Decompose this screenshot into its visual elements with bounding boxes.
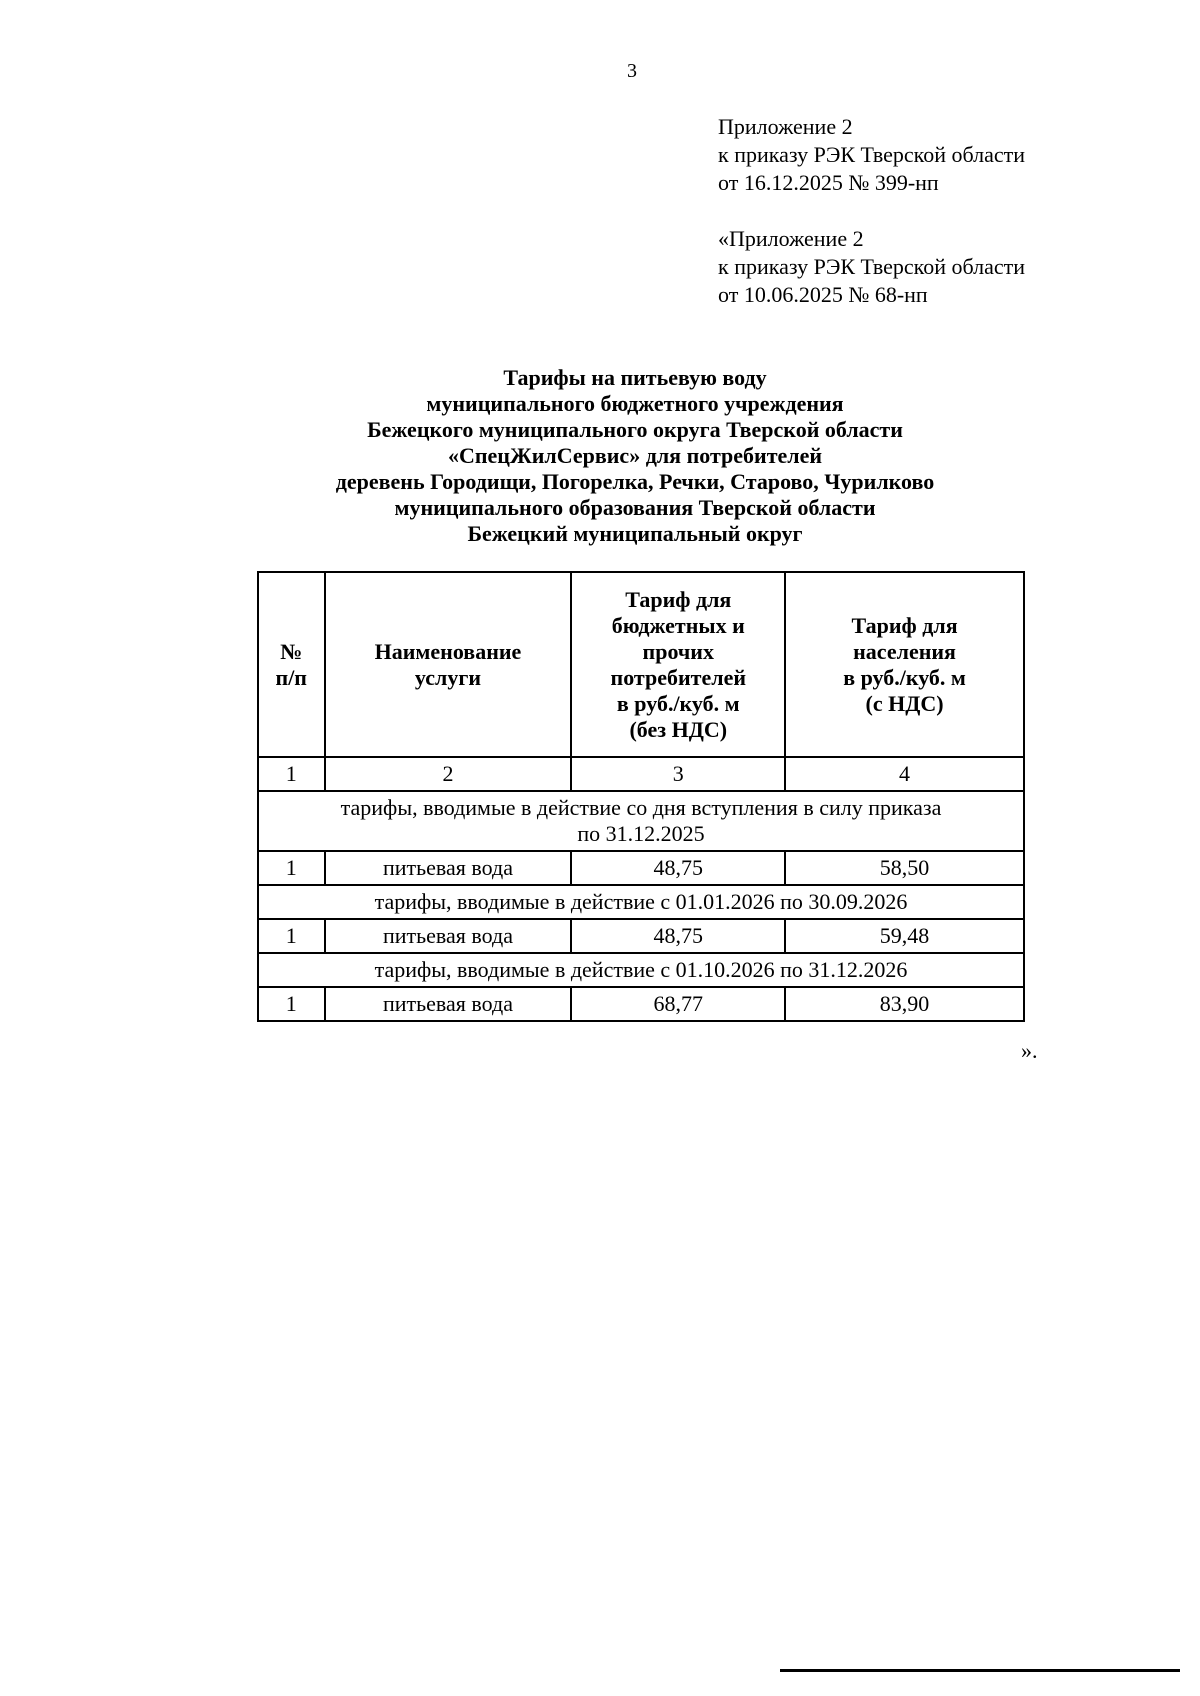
- annex-order-date: от 16.12.2025 № 399-нп: [718, 170, 939, 195]
- column-number: 1: [258, 757, 325, 791]
- period-label: тарифы, вводимые в действие с 01.01.2026 по 30.09.2026: [258, 885, 1024, 919]
- title-line: муниципального бюджетного учреждения: [426, 391, 844, 416]
- tariff-budget-value: 48,75: [571, 851, 785, 885]
- tariff-budget-value: 68,77: [571, 987, 785, 1021]
- header-tariff-budget: Тариф для бюджетных и прочих потребителей в руб./куб. м (без НДС): [571, 572, 785, 757]
- document-title: [200, 365, 1070, 547]
- row-number: 1: [258, 919, 325, 953]
- period-row: [258, 885, 1024, 919]
- service-name: питьевая вода: [325, 919, 572, 953]
- annex-order-ref: к приказу РЭК Тверской области: [718, 254, 1026, 279]
- table-header-row: [258, 572, 1024, 757]
- column-number: 3: [571, 757, 785, 791]
- tariff-population-value: 58,50: [785, 851, 1024, 885]
- header-number: № п/п: [258, 572, 325, 757]
- period-label: тарифы, вводимые в действие со дня вступления в силу приказа по 31.12.2025: [258, 791, 1024, 851]
- row-number: 1: [258, 987, 325, 1021]
- annex-reference-previous: [718, 225, 1025, 309]
- header-tariff-population: Тариф для населения в руб./куб. м (с НДС): [785, 572, 1024, 757]
- tariff-table: [257, 571, 1025, 1022]
- table-row: [258, 851, 1024, 885]
- tariff-population-value: 59,48: [785, 919, 1024, 953]
- tariff-budget-value: 48,75: [571, 919, 785, 953]
- annex-reference-current: [718, 113, 1025, 197]
- table-row: [258, 987, 1024, 1021]
- row-number: 1: [258, 851, 325, 885]
- page-number: 3: [627, 60, 637, 82]
- period-row: [258, 953, 1024, 987]
- period-label: тарифы, вводимые в действие с 01.10.2026 по 31.12.2026: [258, 953, 1024, 987]
- title-line: муниципального образования Тверской области: [394, 495, 876, 520]
- period-row: [258, 791, 1024, 851]
- annex-title: «Приложение 2: [718, 226, 864, 251]
- service-name: питьевая вода: [325, 987, 572, 1021]
- title-line: Бежецкий муниципальный округ: [467, 521, 803, 546]
- column-number-row: [258, 757, 1024, 791]
- service-name: питьевая вода: [325, 851, 572, 885]
- annex-order-date: от 10.06.2025 № 68-нп: [718, 282, 928, 307]
- column-number: 4: [785, 757, 1024, 791]
- footer-divider: [780, 1669, 1180, 1672]
- title-line: Тарифы на питьевую воду: [503, 365, 767, 390]
- title-line: Бежецкого муниципального округа Тверской области: [367, 417, 903, 442]
- annex-title: Приложение 2: [718, 114, 853, 139]
- table-row: [258, 919, 1024, 953]
- title-line: «СпецЖилСервис» для потребителей: [447, 443, 823, 468]
- closing-quote: ».: [1021, 1038, 1038, 1063]
- column-number: 2: [325, 757, 572, 791]
- title-line: деревень Городищи, Погорелка, Речки, Старово, Чурилково: [335, 469, 935, 494]
- tariff-population-value: 83,90: [785, 987, 1024, 1021]
- header-service-name: Наименование услуги: [325, 572, 572, 757]
- annex-order-ref: к приказу РЭК Тверской области: [718, 142, 1026, 167]
